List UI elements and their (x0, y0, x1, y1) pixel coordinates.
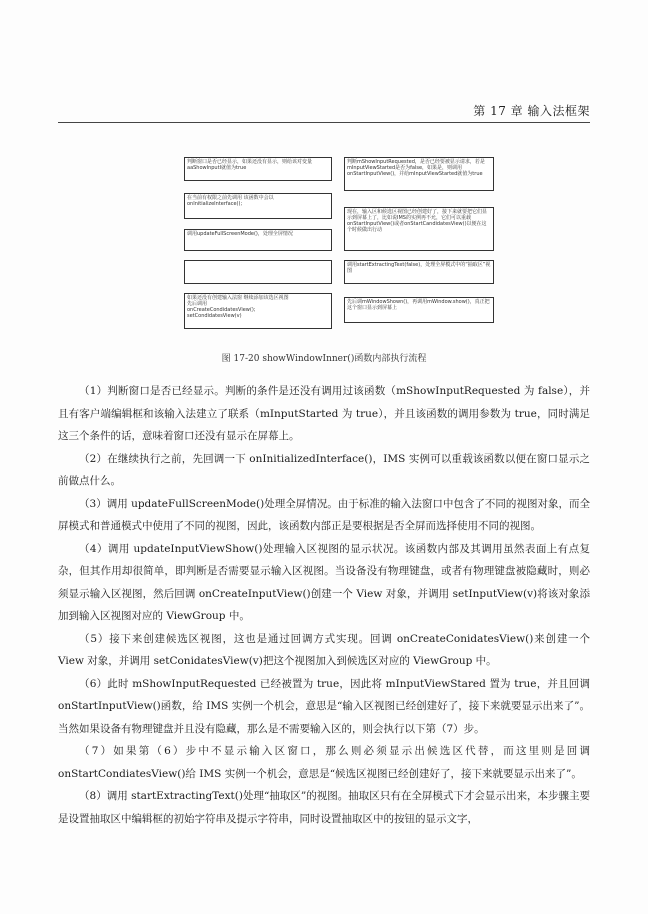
flow-box-text: 现在，输入区和候选区视图已经创建好了，接下来就要把它们显示到屏幕上了，比如说IMS的实例再不允，它们可以重载onStartInputView()或者onStartCandidatesView()以便在这个时候做出行动 (347, 209, 488, 233)
header-rule (58, 122, 590, 123)
flow-box-right-1 (344, 157, 494, 191)
body-text (58, 380, 590, 830)
flow-box-text: 调用startExtractingText(false)，处理全屏模式中的“抽取区”视图 (347, 262, 491, 274)
paragraph-7: （7）如果第（6）步中不显示输入区窗口，那么则必须显示出候选区代替，而这里则是回调 onStartCondiatesView()给 IMS 实例一个机会，意思是“候选区视图已经创建好了，接下来就要显示出来了”。 (58, 745, 590, 780)
paragraph-2: （2）在继续执行之前，先回调一下 onInitializedInterface()，IMS 实例可以重载该函数以便在窗口显示之前做点什么。 (58, 452, 590, 487)
paragraph-6: （6）此时 mShowInputRequested 已经被置为 true，因此将 mInputViewStared 置为 true，并且回调 onStartInputView()函数，给 IMS 实例一个机会，意思是“输入区视图已经创建好了，接下来就要显示出来了”。当然如果设备有物理键盘并且没有隐藏，那么是不需要输入区的，则会执行以下第（7）步。 (58, 677, 590, 735)
flow-box-left-2 (184, 193, 332, 219)
paragraph-1: （1）判断窗口是否已经显示。判断的条件是还没有调用过该函数（mShowInputRequested 为 false），并且有客户端编辑框和该输入法建立了联系（mInputStarted 为 true），并且该函数的调用参数为 true，同时满足这三个条件的话，意味着窗口还没有显示在屏幕上。 (58, 385, 590, 442)
paragraph-4: （4）调用 updateInputViewShow()处理输入区视图的显示状况。该函数内部及其调用虽然表面上有点复杂，但其作用却很简单，即判断是否需要显示输入区视图。当设备没有物理键盘，或者有物理键盘被隐藏时，则必须显示输入区视图，然后回调 onCreateInputView()创建一个 View 对象，并调用 setInputView(v)将该对象添加到输入区视图对应的 ViewGroup 中。 (58, 542, 590, 622)
flow-box-left-3 (184, 229, 332, 251)
flow-box-left-1 (184, 157, 332, 181)
flow-box-right-4 (344, 297, 494, 323)
flow-box-right-2 (344, 207, 494, 251)
flow-box-text: 如果还没有创建输入法窗 继续添加该选区视图 先后调用 onCreateCondidatesView(); setCondidatesView(v) (187, 295, 289, 319)
flow-box-text: 调用updateFullScreenMode()，处理全屏情况 (187, 231, 293, 237)
flow-box-left-5 (184, 293, 332, 329)
paragraph-8: （8）调用 startExtractingText()处理“抽取区”的视图。抽取区只有在全屏模式下才会显示出来，本步骤主要是设置抽取区中编辑框的初始字符串及提示字符串，同时设置抽取区中的按钮的显示文字， (58, 790, 590, 825)
flow-box-left-4 (184, 260, 332, 284)
paragraph-5: （5）接下来创建候选区视图，这也是通过回调方式实现。回调 onCreateConidatesView()来创建一个 View 对象，并调用 setConidatesView(v)把这个视图加入到候选区对应的 ViewGroup 中。 (58, 632, 590, 667)
flowchart-figure (184, 157, 494, 345)
flow-box-text: 在当前有权限之前先调用 该函数中会以 onInitializeInterface(); (187, 195, 274, 207)
chapter-header: 第 17 章 输入法框架 (473, 104, 590, 118)
figure-caption: 图 17-20 showWindowInner()函数内部执行流程 (221, 354, 427, 364)
paragraph-3: （3）调用 updateFullScreenMode()处理全屏情况。由于标准的输入法窗口中包含了不同的视图对象，而全屏模式和普通模式中使用了不同的视图，因此，该函数内部正是要根据是否全屏而选择使用不同的视图。 (58, 497, 590, 532)
flow-box-text: 先后调mWindowShown()，再调用mWindow.show()，真正把这个窗口显示到屏幕上 (347, 299, 490, 311)
flow-box-right-3 (344, 260, 494, 284)
flow-box-text: 判断窗口是否已经显示，如果还没有显示，则给该对变量aaShowInputI就值为true (187, 159, 313, 171)
flow-box-text: 判断mShowInputRequested，是否已经要被显示请求，若是mInputViewStarted是否为false，如果是，则调用onStartInputView()，并给mInputViewStarted就值为true (347, 159, 485, 177)
